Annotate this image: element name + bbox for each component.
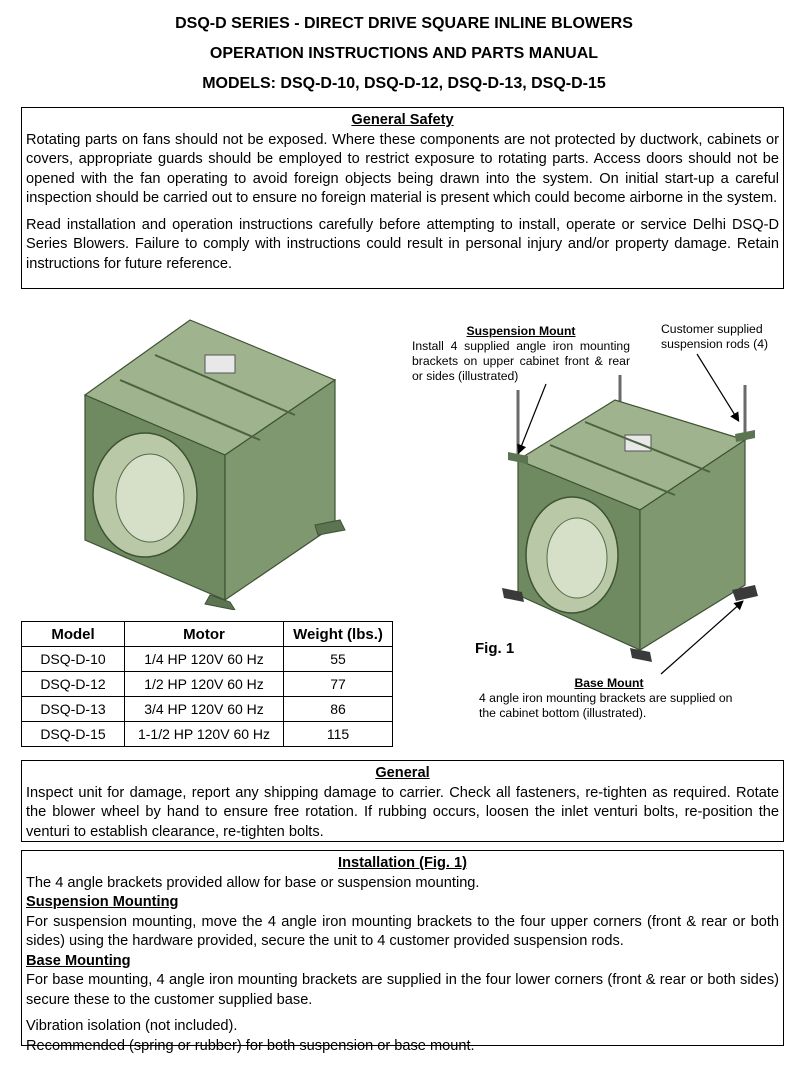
- table-row: [22, 722, 393, 747]
- general-safety-para1: Rotating parts on fans should not be exposed. Where these components are not protected by ductwork, cabinets or covers, appropriate guards should be employed to restrict exposure to rotating parts. Access doors should not be opened with the fan operating to avoid foreign objects being drawn into the system. On initial start-up a careful inspection should be carried out to ensure no foreign material is present which could become airborne in the system.: [26, 131, 779, 206]
- vibration-note-1: Vibration isolation (not included).: [26, 1018, 238, 1034]
- cell-weight: 86: [284, 697, 393, 722]
- base-mounting-text: For base mounting, 4 angle iron mounting brackets are supplied in the four lower corners (front & rear or both sides) secure these to the customer supplied base.: [26, 972, 779, 1008]
- installation-title: Installation (Fig. 1): [338, 855, 467, 871]
- cell-weight: 115: [284, 722, 393, 747]
- table-row: [22, 647, 393, 672]
- cell-motor: 3/4 HP 120V 60 Hz: [125, 697, 284, 722]
- column-header-weight: Weight (lbs.): [284, 622, 393, 647]
- cell-motor: 1/2 HP 120V 60 Hz: [125, 672, 284, 697]
- figure-label: Fig. 1: [475, 640, 515, 657]
- suspension-mounting-heading: Suspension Mounting: [26, 894, 179, 910]
- doc-title-line1: DSQ-D SERIES - DIRECT DRIVE SQUARE INLINE BLOWERS: [175, 15, 633, 32]
- suspension-mount-text: Install 4 supplied angle iron mounting brackets on upper cabinet front & rear or sides (illustrated): [412, 339, 630, 383]
- cell-model: DSQ-D-13: [22, 697, 125, 722]
- vibration-note-2: Recommended (spring or rubber) for both suspension or base mount.: [26, 1037, 475, 1054]
- cell-model: DSQ-D-12: [22, 672, 125, 697]
- base-mount-title: Base Mount: [574, 676, 644, 690]
- cell-weight: 55: [284, 647, 393, 672]
- cell-model: DSQ-D-15: [22, 722, 125, 747]
- general-box: [21, 760, 784, 842]
- general-text: Inspect unit for damage, report any shipping damage to carrier. Check all fasteners, re-tighten as required. Rotate the blower wheel by hand to ensure free rotation. If rubbing occurs, loosen the inlet venturi bolts, re-position the venturi to establish clearance, re-tighten bolts.: [26, 784, 779, 840]
- doc-title-line3: MODELS: DSQ-D-10, DSQ-D-12, DSQ-D-13, DSQ-D-15: [202, 75, 606, 92]
- cell-motor: 1-1/2 HP 120V 60 Hz: [125, 722, 284, 747]
- installation-intro: The 4 angle brackets provided allow for base or suspension mounting.: [26, 874, 480, 891]
- installation-box: [21, 850, 784, 1054]
- general-title: General: [375, 765, 430, 781]
- column-header-motor: Motor: [125, 622, 284, 647]
- table-row: [22, 672, 393, 697]
- suspension-mount-title: Suspension Mount: [466, 324, 576, 338]
- table-row: [22, 697, 393, 722]
- base-mount-text: 4 angle iron mounting brackets are supplied on the cabinet bottom (illustrated).: [479, 691, 733, 720]
- base-mounting-heading: Base Mounting: [26, 952, 131, 969]
- cell-model: DSQ-D-10: [22, 647, 125, 672]
- model-spec-table: [21, 621, 393, 747]
- general-safety-para2: Read installation and operation instructions carefully before attempting to install, operate or service Delhi DSQ-D Series Blowers. Failure to comply with instructions could result in personal injury and/or property damage. Retain instructions for future reference.: [26, 216, 779, 272]
- table-header-row: [22, 622, 393, 647]
- cell-weight: 77: [284, 672, 393, 697]
- suspension-rods-callout: Customer supplied suspension rods (4): [661, 322, 769, 351]
- doc-title-line2: OPERATION INSTRUCTIONS AND PARTS MANUAL: [209, 45, 599, 62]
- base-mount-callout: [479, 676, 739, 721]
- general-safety-title: General Safety: [351, 112, 454, 128]
- column-header-model: Model: [22, 622, 125, 647]
- cell-motor: 1/4 HP 120V 60 Hz: [125, 647, 284, 672]
- suspension-mounting-text: For suspension mounting, move the 4 angle iron mounting brackets to the four upper corners (front & rear or both sides) using the hardware provided, secure the unit to 4 customer provided suspension rods.: [26, 913, 779, 949]
